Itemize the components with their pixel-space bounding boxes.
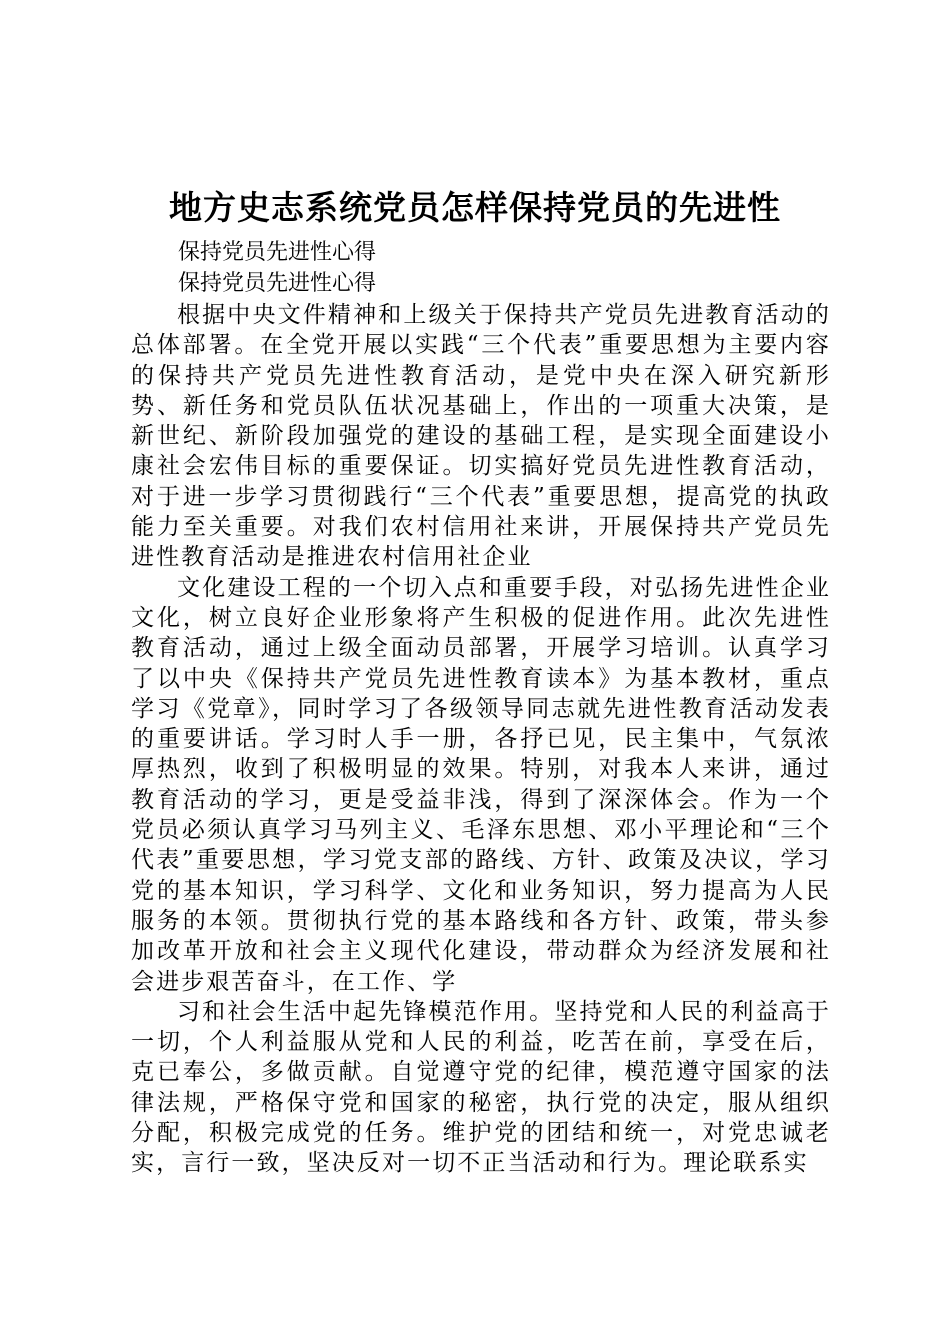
body-paragraph: 根据中央文件精神和上级关于保持共产党员先进教育活动的总体部署。在全党开展以实践“三个代表”重要思想为主要内容的保持共产党员先进性教育活动，是党中央在深入研究新形势、新任务和党员队伍状况基础上，作出的一项重大决策，是新世纪、新阶段加强党的建设的基础工程，是实现全面建设小康社会宏伟目标的重要保证。切实搞好党员先进性教育活动，对于进一步学习贯彻践行“三个代表”重要思想，提高党的执政能力至关重要。对我们农村信用社来讲，开展保持共产党员先进性教育活动是推进农村信用社企业	[131, 302, 831, 571]
document-title: 地方史志系统党员怎样保持党员的先进性	[169, 188, 781, 227]
body-paragraph: 习和社会生活中起先锋模范作用。坚持党和人民的利益高于一切，个人利益服从党和人民的利益，吃苦在前，享受在后，克已奉公，多做贡献。自觉遵守党的纪律，模范遵守国家的法律法规，严格保守党和国家的秘密，执行党的决定，服从组织分配，积极完成党的任务。维护党的团结和统一，对党忠诚老实，言行一致，坚决反对一切不正当活动和行为。理论联系实	[131, 998, 831, 1177]
body-paragraph: 文化建设工程的一个切入点和重要手段，对弘扬先进性企业文化，树立良好企业形象将产生积极的促进作用。此次先进性教育活动，通过上级全面动员部署，开展学习培训。认真学习了以中央《保持共产党员先进性教育读本》为基本教材，重点学习《党章》，同时学习了各级领导同志就先进性教育活动发表的重要讲话。学习时人手一册，各抒已见，民主集中，气氛浓厚热烈，收到了积极明显的效果。特别，对我本人来讲，通过教育活动的学习，更是受益非浅，得到了深深体会。作为一个党员必须认真学习马列主义、毛泽东思想、邓小平理论和“三个代表”重要思想，学习党支部的路线、方针、政策及决议，学习党的基本知识，学习科学、文化和业务知识，努力提高为人民服务的本领。贯彻执行党的基本路线和各方针、政策，带头参加改革开放和社会主义现代化建设，带动群众为经济发展和社会进步艰苦奋斗，在工作、学	[131, 574, 831, 995]
document-body	[131, 300, 831, 1179]
document-subtitle: 保持党员先进性心得	[178, 240, 377, 265]
document-subtitle: 保持党员先进性心得	[178, 271, 377, 296]
